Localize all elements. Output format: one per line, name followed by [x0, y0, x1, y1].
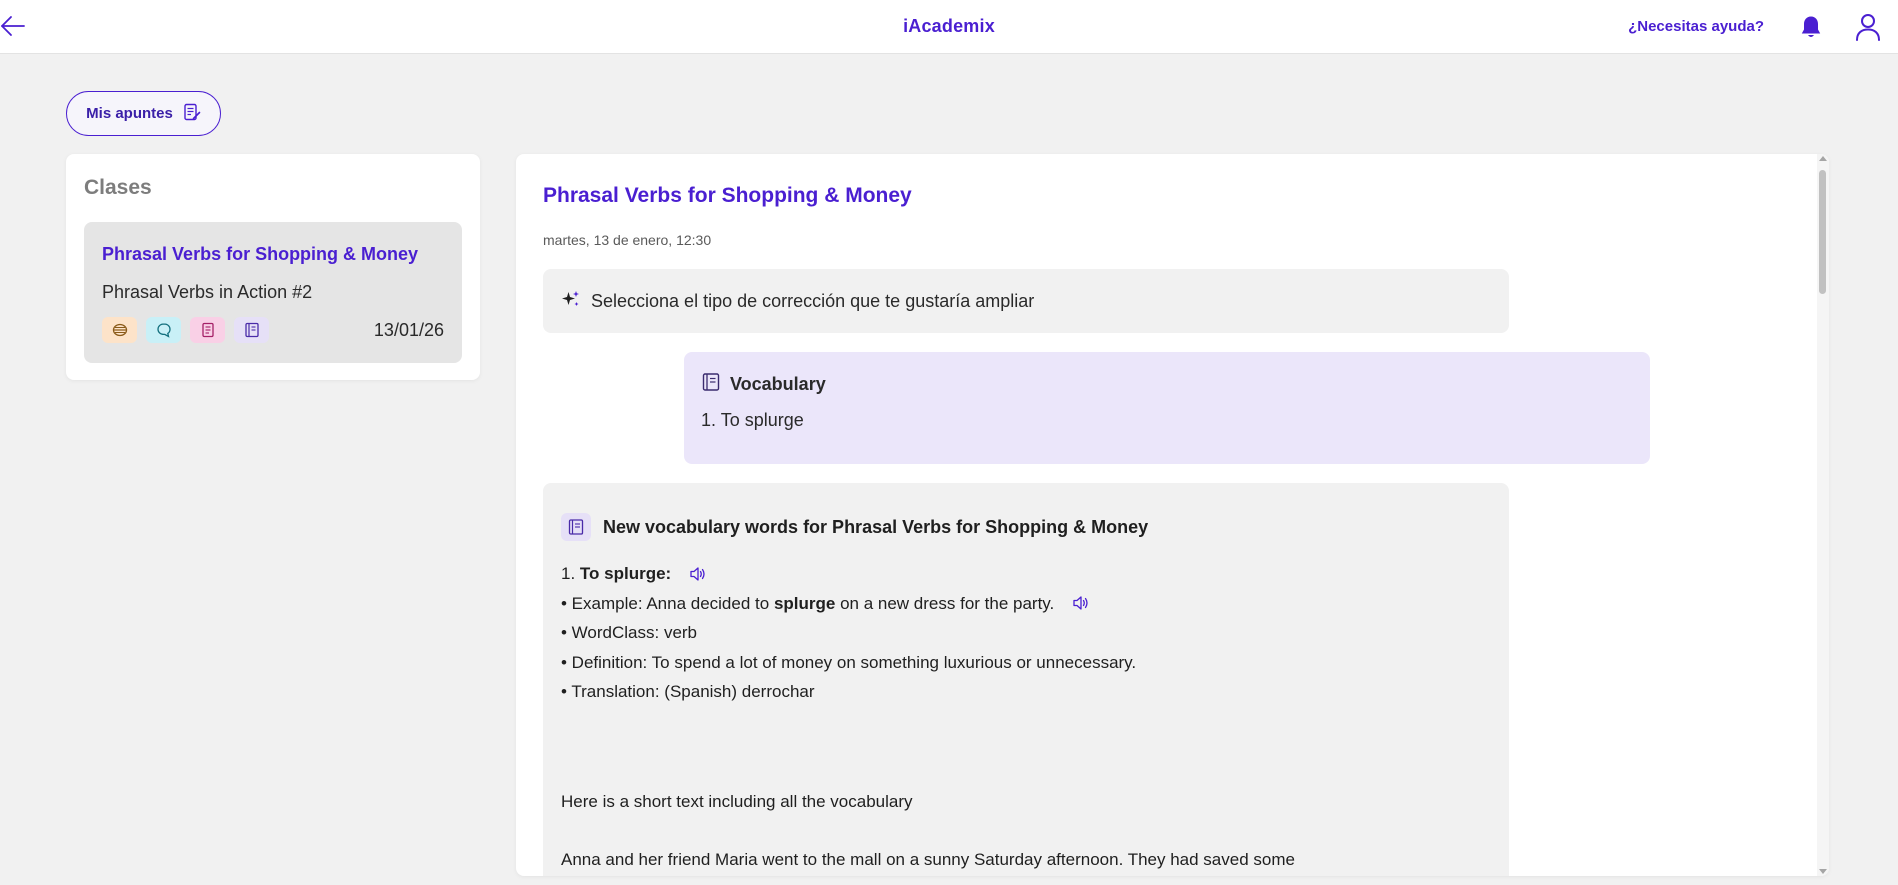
- scroll-up-arrow[interactable]: [1819, 156, 1827, 161]
- lesson-title: Phrasal Verbs for Shopping & Money: [543, 184, 912, 207]
- spacer: [561, 707, 1481, 787]
- example-keyword: splurge: [773, 593, 836, 613]
- answer-heading: New vocabulary words for Phrasal Verbs for Shopping & Money: [603, 516, 1149, 537]
- speaker-icon[interactable]: [687, 564, 709, 584]
- document-icon: [190, 317, 225, 343]
- translation-line: • Translation: (Spanish) derrochar: [561, 682, 815, 701]
- text-intro: Here is a short text including all the vocabulary: [561, 791, 913, 811]
- lesson-datetime: martes, 13 de enero, 12:30: [543, 232, 712, 248]
- definition-line: • Definition: To spend a lot of money on something luxurious or unnecessary.: [561, 652, 1137, 672]
- class-date: 13/01/26: [373, 320, 444, 340]
- notebook-icon: [561, 513, 591, 541]
- entry-number: 1.: [561, 564, 576, 583]
- vocabulary-item: 1. To splurge: [701, 410, 804, 430]
- book-open-icon: [102, 317, 137, 343]
- my-notes-button[interactable]: [66, 91, 221, 136]
- vocabulary-heading: Vocabulary: [730, 374, 826, 394]
- correction-prompt-text: Selecciona el tipo de corrección que te gustaría ampliar: [591, 290, 1035, 311]
- vocabulary-answer: [543, 483, 1509, 876]
- answer-body: [561, 559, 1481, 875]
- user-icon[interactable]: [1854, 12, 1882, 42]
- vocab-entry-line: [561, 559, 1481, 589]
- scroll-down-arrow[interactable]: [1819, 869, 1827, 874]
- help-link[interactable]: ¿Necesitas ayuda?: [1628, 18, 1764, 35]
- word-class-line: • WordClass: verb: [561, 623, 698, 642]
- vocabulary-heading-row: [701, 372, 826, 397]
- sparkles-icon: [561, 289, 581, 314]
- notebook-icon: [234, 317, 269, 343]
- back-arrow-icon[interactable]: [0, 13, 28, 39]
- lesson-panel: [516, 154, 1829, 876]
- bell-icon[interactable]: [1799, 14, 1823, 40]
- selected-correction-vocabulary[interactable]: [684, 352, 1650, 464]
- top-bar: [0, 0, 1898, 54]
- class-activity-icons: [102, 317, 269, 343]
- correction-prompt: [543, 269, 1509, 333]
- example-prefix: • Example: Anna decided to: [561, 593, 770, 613]
- classes-panel: [66, 154, 480, 380]
- speaker-icon[interactable]: [1070, 593, 1092, 613]
- classes-heading: Clases: [84, 176, 152, 199]
- entry-word: To splurge:: [579, 564, 672, 583]
- app-title: iAcademix: [903, 16, 995, 36]
- example-line: [561, 589, 1481, 619]
- scrollbar[interactable]: [1817, 154, 1829, 876]
- story-text: Anna and her friend Maria went to the mall on a sunny Saturday afternoon. They had saved some: [561, 850, 1295, 869]
- example-suffix: on a new dress for the party.: [840, 593, 1055, 613]
- my-notes-label: Mis apuntes: [86, 105, 173, 122]
- notebook-icon: [701, 372, 721, 397]
- chat-bubble-icon: [146, 317, 181, 343]
- answer-heading-row: [561, 513, 1148, 541]
- class-list-item[interactable]: [84, 222, 462, 363]
- scroll-thumb[interactable]: [1819, 170, 1826, 294]
- note-edit-icon: [183, 103, 201, 125]
- class-title: Phrasal Verbs for Shopping & Money: [102, 244, 419, 264]
- spacer: [561, 816, 1481, 845]
- class-subtitle: Phrasal Verbs in Action #2: [102, 282, 313, 302]
